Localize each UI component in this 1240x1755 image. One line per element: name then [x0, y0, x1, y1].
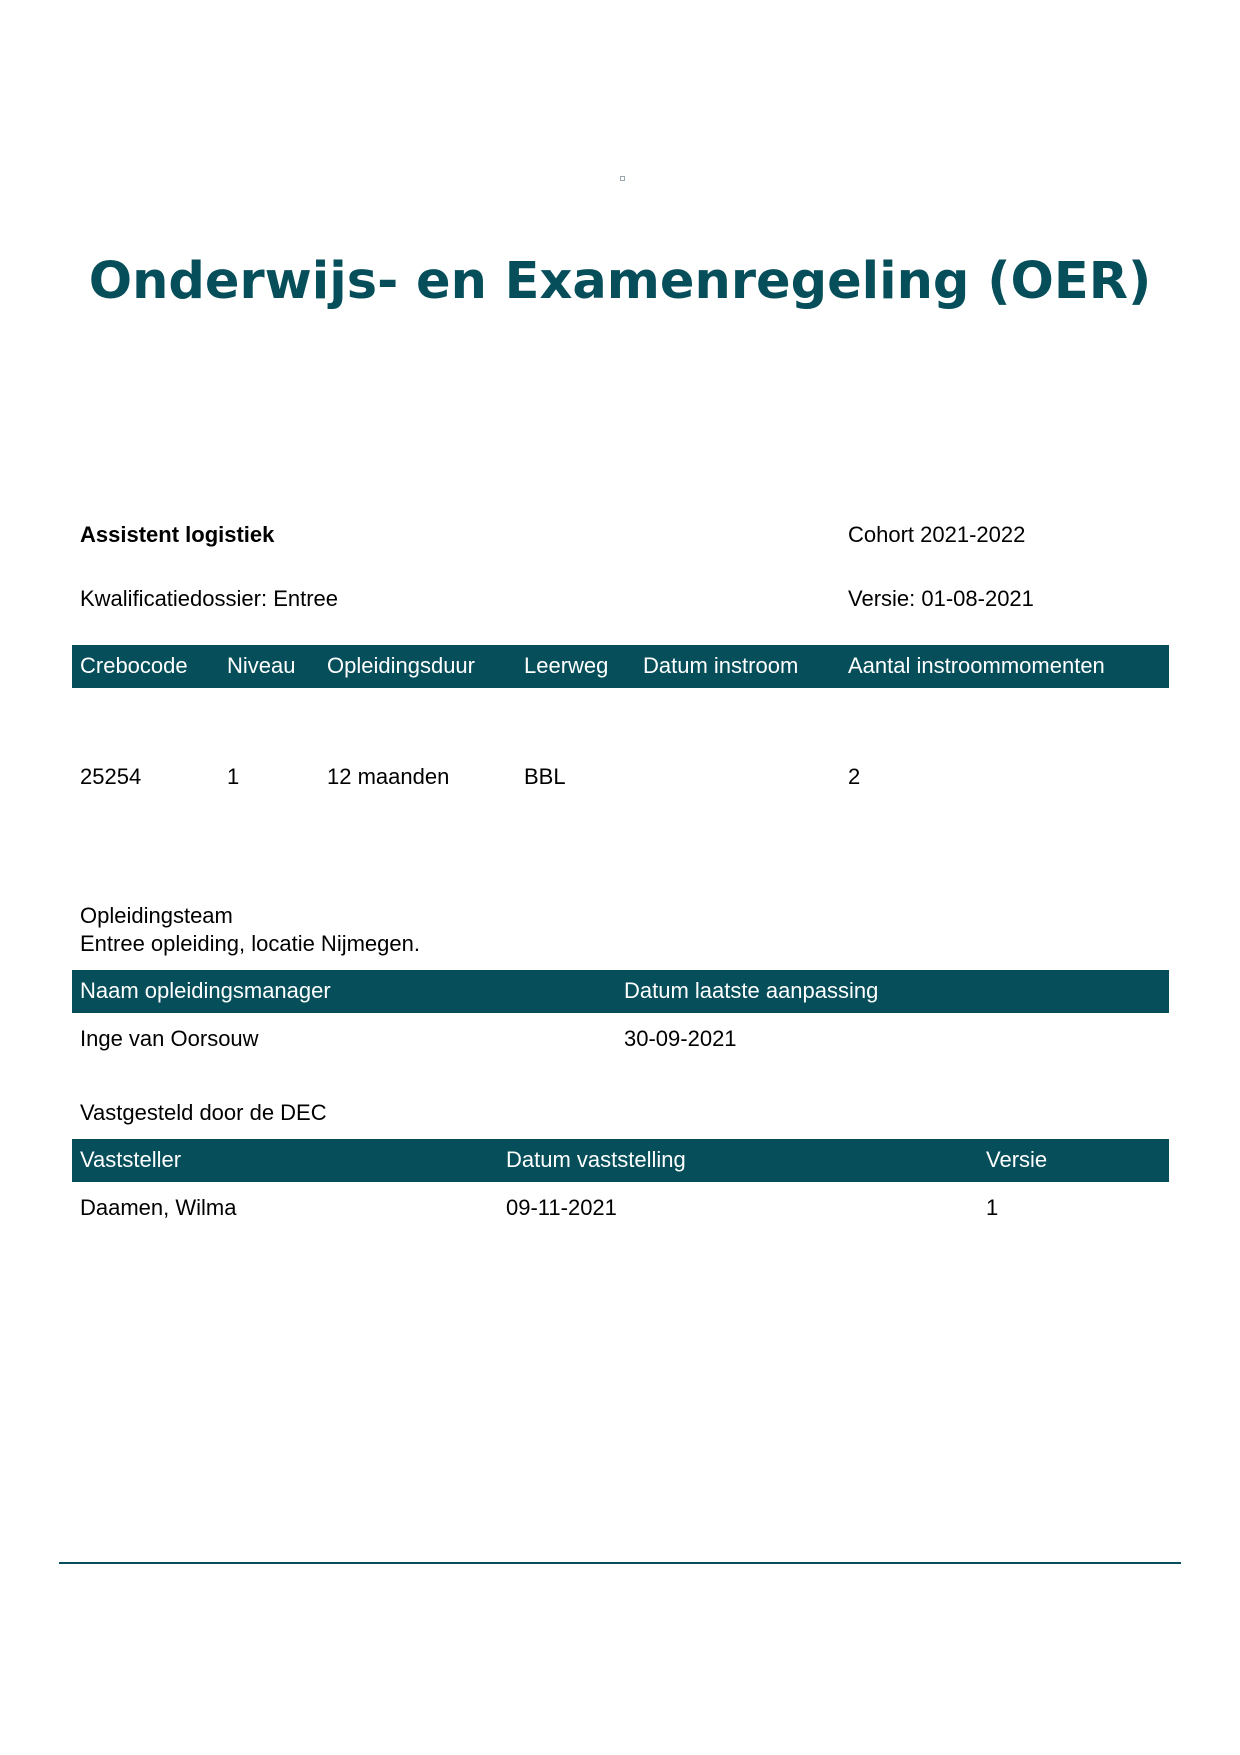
header-versie: Versie — [986, 1147, 1048, 1172]
header-naam-opleidingsmanager: Naam opleidingsmanager — [80, 978, 331, 1003]
page-marker — [620, 176, 625, 181]
header-vaststeller: Vaststeller — [80, 1147, 182, 1172]
cell-datum-vaststelling: 09-11-2021 — [506, 1195, 617, 1220]
header-opleidingsduur: Opleidingsduur — [327, 653, 475, 678]
approval-label: Vastgesteld door de DEC — [80, 1100, 327, 1125]
page-title: Onderwijs- en Examenregeling (OER) — [88, 252, 1152, 311]
cell-aantal-instroommomenten: 2 — [848, 764, 861, 789]
cohort-label: Cohort 2021-2022 — [848, 522, 1026, 547]
cell-crebocode: 25254 — [80, 764, 142, 789]
header-crebocode: Crebocode — [80, 653, 188, 678]
header-datum-laatste-aanpassing: Datum laatste aanpassing — [624, 978, 879, 1003]
cell-leerweg: BBL — [524, 764, 566, 789]
team-label: Opleidingsteam — [80, 903, 233, 928]
programme-name: Assistent logistiek — [80, 522, 275, 547]
qualification-label: Kwalificatiedossier: Entree — [80, 586, 339, 611]
version-label: Versie: 01-08-2021 — [848, 586, 1034, 611]
header-niveau: Niveau — [227, 653, 296, 678]
cell-versie: 1 — [986, 1195, 999, 1220]
team-description: Entree opleiding, locatie Nijmegen. — [80, 931, 420, 956]
cell-last-modified-date: 30-09-2021 — [624, 1026, 737, 1051]
header-datum-instroom: Datum instroom — [643, 653, 799, 678]
cell-niveau: 1 — [227, 764, 240, 789]
cell-opleidingsduur: 12 maanden — [327, 764, 450, 789]
cell-vaststeller: Daamen, Wilma — [80, 1195, 237, 1220]
header-datum-vaststelling: Datum vaststelling — [506, 1147, 686, 1172]
cell-manager-name: Inge van Oorsouw — [80, 1026, 259, 1051]
header-aantal-instroommomenten: Aantal instroommomenten — [848, 653, 1105, 678]
footer-divider — [59, 1562, 1181, 1564]
header-leerweg: Leerweg — [524, 653, 609, 678]
